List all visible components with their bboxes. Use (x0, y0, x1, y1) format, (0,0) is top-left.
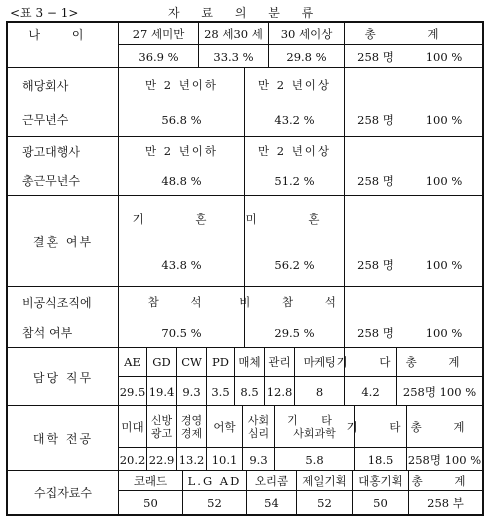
val-major-socsci: 5.8 (274, 448, 354, 471)
head-tenure-company-2: 만 2 년이상 (244, 68, 344, 102)
val-tenure-company-2: 43.2 % (244, 102, 344, 137)
val-duty-pd: 3.5 (206, 377, 234, 406)
val-marriage-1: 43.8 % (118, 242, 244, 287)
major-socsci-l2: 사회과학 (293, 426, 336, 440)
head-duty-marketing: 마케팅 (294, 348, 344, 377)
label-source: 수집자료수 (34, 486, 92, 500)
head-duty-other: 기 다 (344, 348, 396, 377)
head-major-other: 기 타 (354, 406, 406, 448)
major-soc-l2: 심리 (247, 426, 270, 440)
classification-table (6, 21, 484, 516)
major-soc-l1: 사회 (247, 413, 270, 427)
head-major-comm (146, 406, 176, 448)
val-major-soc: 9.3 (242, 448, 274, 471)
label-informal-1: 비공식조직에 (22, 295, 92, 310)
head-source-lgad: L.G AD (182, 471, 246, 491)
val-tenure-agency-count: 258 명 (344, 165, 406, 196)
val-age-1: 36.9 % (118, 45, 198, 68)
label-informal-2: 참석 여부 (22, 326, 73, 340)
label-tenure-agency-2: 총근무년수 (22, 174, 80, 188)
head-major-socsci (274, 406, 354, 448)
label-marriage: 결혼 여부 (32, 235, 94, 249)
val-source-lgad: 52 (182, 491, 246, 514)
val-duty-marketing: 8 (294, 377, 344, 406)
head-major-biz (176, 406, 206, 448)
head-age-2: 28 세30 세 (198, 23, 268, 45)
val-major-total: 258명 100 % (406, 448, 482, 471)
row-age (8, 23, 482, 68)
val-age-2: 33.3 % (198, 45, 268, 68)
row-source (8, 471, 482, 514)
label-tenure-company-1: 해당회사 (22, 78, 69, 93)
head-duty-media: 매체 (234, 348, 264, 377)
val-age-3: 29.8 % (268, 45, 344, 68)
val-informal-2: 29.5 % (244, 317, 344, 348)
val-duty-other: 4.2 (344, 377, 396, 406)
val-duty-total: 258명 100 % (396, 377, 482, 406)
head-source-cheil: 제일기획 (296, 471, 352, 491)
major-biz-l2: 경제 (180, 426, 203, 440)
val-source-cheil: 52 (296, 491, 352, 514)
val-tenure-agency-pct: 100 % (425, 173, 463, 188)
head-source-korad: 코래드 (118, 471, 182, 491)
table-header (0, 2, 488, 20)
val-age-count: 258 명 (344, 45, 406, 68)
head-duty-cw: CW (176, 348, 206, 377)
row-marriage (8, 196, 482, 287)
head-informal-2: 비 참 석 (244, 287, 344, 317)
head-tenure-company-1: 만 2 년이하 (118, 68, 244, 102)
val-major-biz: 13.2 (176, 448, 206, 471)
row-tenure-company (8, 68, 482, 137)
head-marriage-2: 미 혼 (244, 196, 344, 242)
head-source-total: 총 계 (408, 471, 482, 491)
val-duty-gd: 19.4 (146, 377, 176, 406)
val-tenure-company-1: 56.8 % (118, 102, 244, 137)
val-source-daehong: 50 (352, 491, 408, 514)
head-major-art: 미대 (118, 406, 146, 448)
head-marriage-1: 기 혼 (118, 196, 244, 242)
val-informal-1: 70.5 % (118, 317, 244, 348)
table-title: 자 료 의 분 류 (168, 6, 323, 20)
val-informal-count: 258 명 (344, 317, 406, 348)
label-tenure-agency-1: 광고대행사 (22, 144, 80, 159)
head-duty-pd: PD (206, 348, 234, 377)
row-major (8, 406, 482, 471)
table-number: <표 3 − 1> (10, 6, 79, 20)
head-duty-gd: GD (146, 348, 176, 377)
head-major-soc (242, 406, 274, 448)
head-age-total: 총 계 (344, 23, 482, 45)
val-source-korad: 50 (118, 491, 182, 514)
head-age-1: 27 세미만 (118, 23, 198, 45)
val-marriage-2: 56.2 % (244, 242, 344, 287)
major-biz-l1: 경영 (180, 413, 203, 427)
head-age-3: 30 세이상 (268, 23, 344, 45)
val-marriage-pct: 100 % (425, 257, 463, 272)
val-tenure-agency-1: 48.8 % (118, 165, 244, 196)
val-duty-admin: 12.8 (264, 377, 294, 406)
major-comm-l1: 신방 (150, 413, 173, 427)
label-age: 나 이 (28, 27, 98, 42)
head-tenure-agency-2: 만 2 년이상 (244, 137, 344, 165)
head-informal-1: 참 석 (118, 287, 244, 317)
head-source-daehong: 대홍기획 (352, 471, 408, 491)
val-duty-media: 8.5 (234, 377, 264, 406)
label-tenure-company-2: 근무년수 (22, 113, 69, 127)
val-major-art: 20.2 (118, 448, 146, 471)
val-tenure-company-count: 258 명 (344, 102, 406, 137)
val-source-oricom: 54 (246, 491, 296, 514)
val-age-pct: 100 % (425, 49, 463, 64)
val-major-comm: 22.9 (146, 448, 176, 471)
row-informal (8, 287, 482, 348)
val-source-total: 258 부 (408, 491, 482, 514)
row-tenure-agency (8, 137, 482, 196)
row-duty (8, 348, 482, 406)
head-major-total: 총 계 (406, 406, 482, 448)
val-tenure-company-pct: 100 % (425, 112, 463, 127)
val-informal-pct: 100 % (425, 325, 463, 340)
val-major-lang: 10.1 (206, 448, 242, 471)
major-comm-l2: 광고 (150, 426, 173, 440)
head-source-oricom: 오리콤 (246, 471, 296, 491)
val-duty-ae: 29.5 (118, 377, 146, 406)
head-duty-total: 총 계 (396, 348, 482, 377)
label-duty: 담당 직무 (32, 370, 94, 385)
val-duty-cw: 9.3 (176, 377, 206, 406)
val-marriage-count: 258 명 (344, 242, 406, 287)
head-duty-ae: AE (118, 348, 146, 377)
major-socsci-l1: 기 타 (287, 413, 342, 427)
head-major-lang: 어학 (206, 406, 242, 448)
val-major-other: 18.5 (354, 448, 406, 471)
label-major: 대학 전공 (32, 432, 94, 446)
head-tenure-agency-1: 만 2 년이하 (118, 137, 244, 165)
val-tenure-agency-2: 51.2 % (244, 165, 344, 196)
head-duty-admin: 관리 (264, 348, 294, 377)
